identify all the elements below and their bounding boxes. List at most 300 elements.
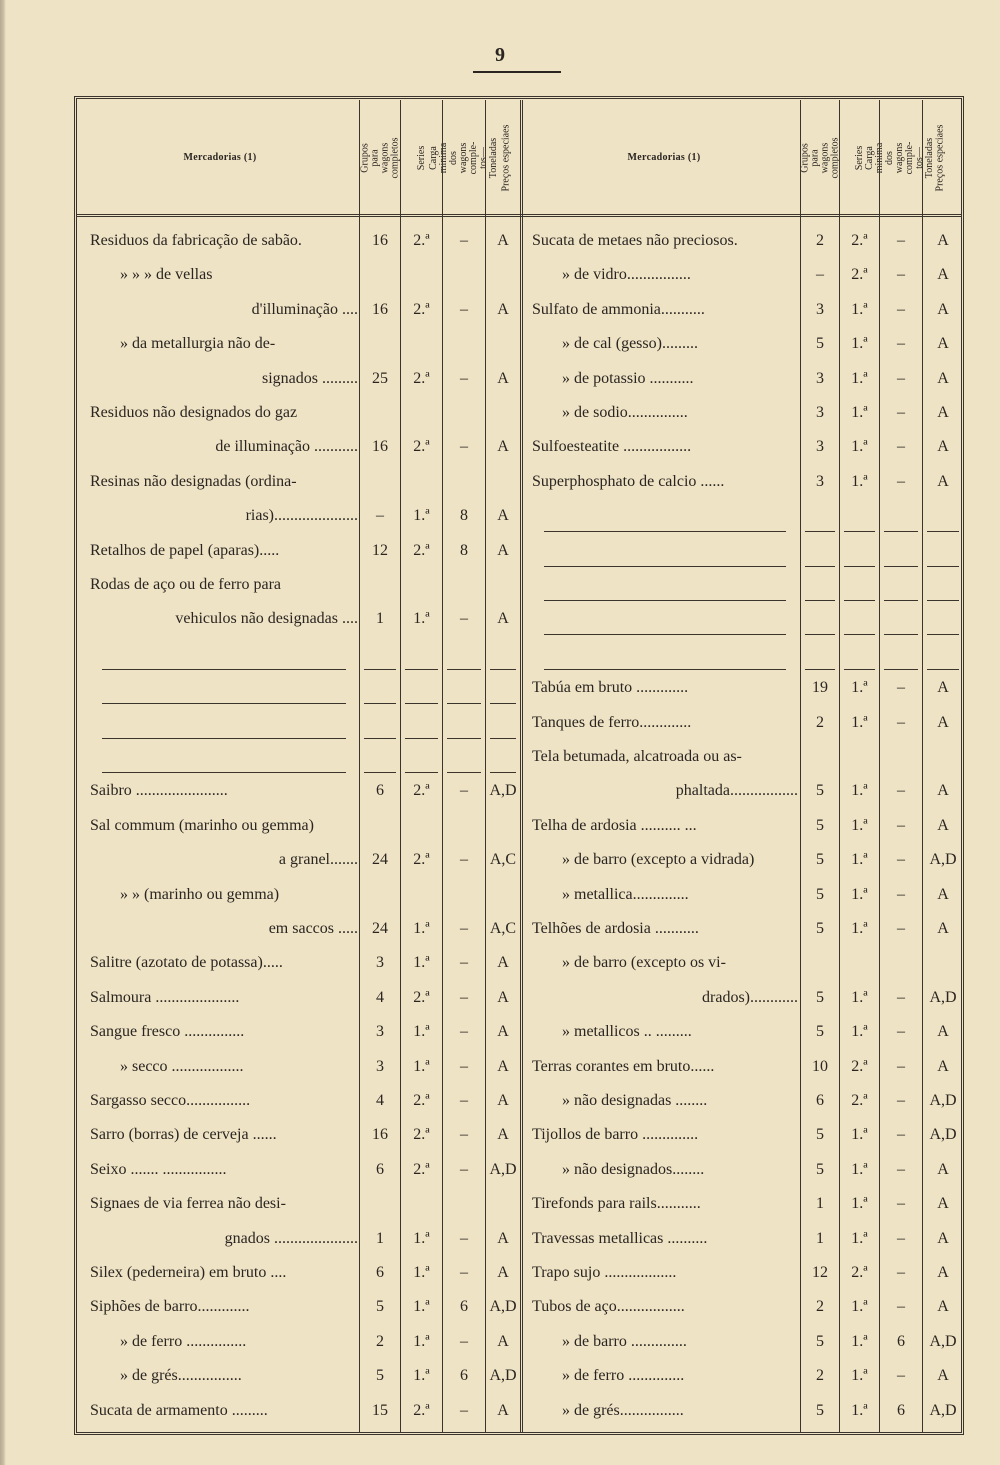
group-value: 5 — [816, 851, 824, 869]
blank-rule — [844, 634, 875, 635]
commodity-name: Sal commum (marinho ou gemma) — [90, 816, 314, 834]
series-value: 1.ª — [851, 1023, 868, 1041]
series-value: 2.ª — [413, 1401, 430, 1419]
series-value: 1.ª — [413, 1264, 430, 1281]
commodity-name: » de grés................ — [562, 1401, 684, 1419]
right-table-row — [532, 1153, 963, 1187]
group-value: 4 — [376, 1092, 384, 1109]
blank-rule — [544, 531, 786, 532]
right-table-row — [532, 1256, 963, 1290]
right-table-row — [532, 946, 963, 980]
min-load-value — [443, 878, 485, 912]
series-value — [401, 878, 442, 912]
min-load-value: 8 — [460, 507, 468, 525]
special-price-value — [486, 396, 520, 430]
group-value: 3 — [816, 438, 824, 456]
special-price-value: A,D — [929, 851, 957, 869]
group-value: 5 — [816, 1126, 824, 1144]
blank-rule — [884, 531, 918, 532]
right-table-row — [532, 1394, 963, 1428]
group-value: 6 — [816, 1092, 824, 1109]
left-table-row — [90, 1256, 520, 1290]
special-price-value — [486, 258, 520, 292]
special-price-value: A — [937, 335, 949, 353]
right-table-row — [532, 981, 963, 1015]
commodity-name: Terras corantes em bruto...... — [532, 1057, 715, 1075]
min-load-value: – — [460, 1264, 468, 1281]
group-value: 3 — [376, 1023, 384, 1041]
min-load-value: – — [897, 472, 905, 490]
min-load-value: – — [460, 610, 468, 628]
special-price-value: A — [497, 1229, 509, 1247]
right-table-row — [532, 534, 963, 568]
min-load-value: – — [460, 300, 468, 318]
group-value: 1 — [816, 1229, 824, 1247]
special-price-value: A — [937, 679, 949, 697]
left-table-row — [90, 258, 520, 292]
right-table-row — [532, 465, 963, 499]
commodity-name: Seixo ....... ................ — [90, 1160, 227, 1178]
commodity-name: Saibro ....................... — [90, 782, 228, 800]
group-value: 6 — [376, 1160, 384, 1178]
special-price-value: A,D — [489, 782, 517, 800]
min-load-value: 6 — [460, 1298, 468, 1316]
blank-rule — [447, 703, 481, 704]
series-value: 2.ª — [851, 266, 868, 284]
min-load-value: – — [897, 1057, 905, 1075]
commodity-name: » de vidro................ — [562, 266, 691, 284]
commodity-name: Tubos de aço................. — [532, 1298, 685, 1316]
binding-edge — [0, 0, 6, 1465]
series-value — [401, 465, 442, 499]
commodity-name: » de sodio............... — [562, 404, 688, 421]
header-grupos-right: Grupos para wagons completos — [800, 137, 842, 179]
group-value: 2 — [816, 232, 824, 249]
left-table-row — [90, 362, 520, 396]
blank-rule — [805, 600, 835, 601]
group-value: – — [376, 507, 384, 525]
blank-rule — [490, 669, 516, 670]
group-value: 2 — [376, 1332, 384, 1350]
left-table-row — [90, 706, 520, 740]
special-price-value: A — [497, 1092, 509, 1109]
group-value — [360, 1187, 400, 1221]
commodity-name: de illuminação ........... — [215, 438, 358, 456]
series-value: 1.ª — [851, 300, 868, 318]
min-load-value: – — [897, 1126, 905, 1144]
min-load-value: – — [460, 232, 468, 249]
group-value: 5 — [816, 988, 824, 1006]
blank-rule — [844, 600, 875, 601]
special-price-value — [486, 327, 520, 361]
min-load-value: – — [897, 988, 905, 1006]
group-value: 3 — [816, 404, 824, 421]
group-value: 5 — [816, 1332, 824, 1350]
right-table-row — [532, 327, 963, 361]
group-value: 5 — [376, 1367, 384, 1385]
left-table-row — [90, 981, 520, 1015]
commodity-name: Sangue fresco ............... — [90, 1023, 245, 1041]
group-value: 1 — [376, 610, 384, 628]
group-value: 3 — [816, 369, 824, 387]
left-table-row — [90, 1290, 520, 1324]
min-load-value: – — [897, 851, 905, 869]
blank-rule — [405, 669, 438, 670]
min-load-value: – — [460, 1057, 468, 1075]
special-price-value: A — [497, 954, 509, 972]
header-mercadorias-right: Mercadorias (1) — [627, 152, 701, 163]
min-load-value: – — [460, 851, 468, 869]
group-value: 5 — [816, 782, 824, 800]
blank-rule — [844, 566, 875, 567]
special-price-value: A — [497, 232, 509, 249]
group-value: 3 — [376, 1057, 384, 1075]
min-load-value: – — [460, 1332, 468, 1350]
series-value: 1.ª — [413, 1023, 430, 1041]
commodity-name: » de grés................ — [120, 1367, 242, 1385]
blank-rule — [364, 703, 396, 704]
min-load-value: – — [460, 438, 468, 456]
group-value: 16 — [372, 1126, 388, 1144]
min-load-value — [880, 740, 922, 774]
special-price-value: A — [937, 232, 949, 249]
blank-rule — [544, 669, 786, 670]
special-price-value: A — [497, 1057, 509, 1075]
group-value: 5 — [376, 1298, 384, 1316]
series-value: 2.ª — [851, 1057, 868, 1075]
header-series-right: Series — [853, 145, 865, 171]
special-price-value: A,D — [489, 1298, 517, 1316]
commodity-name: Siphões de barro............. — [90, 1298, 250, 1316]
series-value: 1.ª — [413, 1332, 430, 1350]
blank-rule — [805, 566, 835, 567]
left-table-row — [90, 568, 520, 602]
header-mercadorias-left: Mercadorias (1) — [183, 152, 257, 163]
min-load-value: – — [897, 1229, 905, 1247]
min-load-value: – — [460, 1229, 468, 1247]
right-table-row — [532, 362, 963, 396]
special-price-value: A,D — [929, 1092, 957, 1109]
right-table-row — [532, 809, 963, 843]
min-load-value: – — [897, 1023, 905, 1041]
special-price-value: A — [497, 1332, 509, 1350]
series-value: 1.ª — [851, 335, 868, 353]
commodity-name: » » » de vellas — [120, 266, 213, 284]
blank-rule — [544, 566, 786, 567]
special-price-value: A — [937, 1160, 949, 1178]
group-value: 12 — [812, 1264, 828, 1281]
commodity-name: » de potassio ........... — [562, 369, 694, 387]
series-value: 2.ª — [413, 369, 430, 387]
group-value: 3 — [816, 300, 824, 318]
commodity-name: Rodas de aço ou de ferro para — [90, 576, 282, 593]
series-value: 1.ª — [851, 851, 868, 869]
header-precos-left: Preços especiaes — [500, 124, 512, 192]
blank-rule — [927, 634, 959, 635]
group-value: 16 — [372, 438, 388, 456]
series-value — [840, 740, 879, 774]
special-price-value: A — [937, 1264, 949, 1281]
group-value: 2 — [816, 1298, 824, 1316]
special-price-value: A — [497, 507, 509, 525]
right-table-row — [532, 1187, 963, 1221]
special-price-value: A — [937, 438, 949, 456]
min-load-value: – — [460, 988, 468, 1006]
series-value: 1.ª — [413, 1367, 430, 1385]
special-price-value: A — [497, 541, 509, 559]
series-value: 1.ª — [851, 1367, 868, 1385]
special-price-value — [486, 809, 520, 843]
series-value: 2.ª — [413, 438, 430, 456]
special-price-value: A — [937, 1229, 949, 1247]
right-table-row — [532, 671, 963, 705]
right-table-row — [532, 396, 963, 430]
group-value — [360, 465, 400, 499]
right-table-row — [532, 912, 963, 946]
commodity-name: vehiculos não designadas .... — [175, 610, 358, 628]
commodity-name: » de barro .............. — [562, 1332, 687, 1350]
special-price-value: A — [937, 1367, 949, 1385]
special-price-value: A — [937, 1298, 949, 1316]
min-load-value: 8 — [460, 541, 468, 559]
commodity-name: Tabúa em bruto ............. — [532, 679, 689, 697]
series-value: 2.ª — [413, 851, 430, 869]
column-divider-center — [520, 100, 523, 1432]
group-value: 16 — [372, 300, 388, 318]
min-load-value: – — [897, 438, 905, 456]
left-table-row — [90, 843, 520, 877]
blank-rule — [447, 772, 481, 773]
group-value: 2 — [816, 713, 824, 731]
special-price-value: A — [937, 1195, 949, 1213]
series-value: 2.ª — [851, 232, 868, 249]
group-value — [360, 396, 400, 430]
commodity-name: Travessas metallicas .......... — [532, 1229, 708, 1247]
left-table-row — [90, 1050, 520, 1084]
group-value — [360, 327, 400, 361]
series-value: 1.ª — [851, 713, 868, 731]
series-value: 1.ª — [851, 920, 868, 937]
special-price-value: A,D — [489, 1160, 517, 1178]
left-table-row — [90, 912, 520, 946]
commodity-name: Silex (pederneira) em bruto .... — [90, 1264, 287, 1281]
commodity-name: phaltada................. — [675, 782, 798, 800]
series-value: 1.ª — [851, 404, 868, 421]
special-price-value: A — [937, 266, 949, 284]
group-value: 5 — [816, 816, 824, 834]
left-table-row — [90, 1153, 520, 1187]
commodity-name: Residuos da fabricação de sabão. — [90, 232, 302, 249]
min-load-value: – — [460, 1126, 468, 1144]
special-price-value: A — [937, 920, 949, 937]
min-load-value — [443, 809, 485, 843]
special-price-value: A,C — [489, 851, 517, 869]
left-table-row — [90, 293, 520, 327]
right-table-row — [532, 1084, 963, 1118]
group-value: 2 — [816, 1367, 824, 1385]
blank-rule — [884, 634, 918, 635]
commodity-name: Telhões de ardosia ........... — [532, 920, 699, 937]
left-table-row — [90, 430, 520, 464]
left-table-row — [90, 499, 520, 533]
group-value: 6 — [376, 1264, 384, 1281]
min-load-value: – — [897, 1160, 905, 1178]
group-value: 5 — [816, 1160, 824, 1178]
blank-rule — [927, 531, 959, 532]
group-value — [360, 568, 400, 602]
min-load-value: – — [897, 1264, 905, 1281]
commodity-name: » metallica.............. — [562, 885, 689, 903]
group-value: 16 — [372, 232, 388, 249]
commodity-name: Retalhos de papel (aparas)..... — [90, 541, 280, 559]
left-table-row — [90, 1394, 520, 1428]
left-table-row — [90, 602, 520, 636]
special-price-value: A — [497, 1401, 509, 1419]
header-grupos-left: Grupos para wagons completos — [360, 137, 402, 179]
blank-rule — [405, 772, 438, 773]
series-value: 1.ª — [851, 679, 868, 697]
commodity-name: » não designadas ........ — [562, 1092, 708, 1109]
min-load-value: – — [897, 232, 905, 249]
group-value: 12 — [372, 541, 388, 559]
commodity-name: » não designados........ — [562, 1160, 705, 1178]
commodity-name: Sucata de armamento ......... — [90, 1401, 268, 1419]
min-load-value: – — [460, 369, 468, 387]
commodity-name: Salmoura ..................... — [90, 988, 240, 1006]
right-table-row — [532, 1325, 963, 1359]
group-value: 5 — [816, 335, 824, 353]
group-value — [360, 809, 400, 843]
left-table-row — [90, 1187, 520, 1221]
min-load-value: – — [460, 954, 468, 972]
group-value: 5 — [816, 1401, 824, 1419]
group-value: 5 — [816, 920, 824, 937]
blank-rule — [102, 772, 346, 773]
min-load-value: 6 — [897, 1332, 905, 1350]
min-load-value: – — [897, 404, 905, 421]
series-value — [401, 568, 442, 602]
min-load-value: – — [897, 816, 905, 834]
right-table-row — [532, 1015, 963, 1049]
special-price-value: A — [937, 369, 949, 387]
series-value: 2.ª — [413, 988, 430, 1006]
blank-rule — [405, 703, 438, 704]
min-load-value: – — [897, 1298, 905, 1316]
commodity-name: Sulfato de ammonia........... — [532, 300, 705, 318]
left-table-row — [90, 327, 520, 361]
series-value: 1.ª — [413, 954, 430, 972]
min-load-value: 6 — [897, 1401, 905, 1419]
commodity-name: Telha de ardosia .......... ... — [532, 816, 697, 834]
group-value: 1 — [816, 1195, 824, 1213]
min-load-value: – — [897, 713, 905, 731]
group-value: 3 — [376, 954, 384, 972]
series-value — [401, 396, 442, 430]
right-table-row — [532, 1050, 963, 1084]
right-table-row — [532, 1359, 963, 1393]
blank-rule — [805, 531, 835, 532]
min-load-value: – — [460, 1401, 468, 1419]
group-value — [360, 258, 400, 292]
right-table-row — [532, 637, 963, 671]
commodity-name: Sulfoesteatite ................. — [532, 438, 692, 456]
series-value: 1.ª — [851, 438, 868, 456]
commodity-name: » de ferro ............... — [120, 1332, 247, 1350]
commodity-name: » de ferro .............. — [562, 1367, 685, 1385]
min-load-value: – — [460, 1023, 468, 1041]
blank-rule — [447, 738, 481, 739]
min-load-value: – — [897, 1092, 905, 1109]
right-table-row — [532, 1290, 963, 1324]
min-load-value: – — [897, 1367, 905, 1385]
group-value — [360, 878, 400, 912]
series-value: 1.ª — [851, 1229, 868, 1247]
series-value: 1.ª — [851, 1126, 868, 1144]
commodity-name: » de barro (excepto os vi- — [562, 954, 726, 972]
series-value: 2.ª — [413, 300, 430, 318]
page-number-rule — [473, 71, 561, 73]
blank-rule — [884, 600, 918, 601]
right-table-row — [532, 1118, 963, 1152]
min-load-value: – — [897, 369, 905, 387]
commodity-name: Sucata de metaes não preciosos. — [532, 232, 738, 249]
special-price-value — [486, 878, 520, 912]
blank-rule — [927, 566, 959, 567]
blank-rule — [805, 669, 835, 670]
commodity-name: Tirefonds para rails........... — [532, 1195, 701, 1213]
special-price-value — [486, 465, 520, 499]
series-value: 1.ª — [413, 1229, 430, 1247]
special-price-value: A,D — [929, 988, 957, 1006]
header-series-left: Series — [415, 145, 427, 171]
right-table-row — [532, 1222, 963, 1256]
series-value: 2.ª — [413, 782, 430, 800]
page-number: 9 — [495, 44, 505, 66]
special-price-value: A — [937, 404, 949, 421]
min-load-value: – — [897, 885, 905, 903]
special-price-value: A — [497, 1126, 509, 1144]
blank-rule — [844, 531, 875, 532]
left-table-row — [90, 1118, 520, 1152]
group-value: 6 — [376, 782, 384, 800]
min-load-value — [443, 327, 485, 361]
min-load-value: – — [897, 1195, 905, 1213]
commodity-name: Sargasso secco................ — [90, 1092, 251, 1109]
series-value: 2.ª — [851, 1264, 868, 1281]
series-value: 1.ª — [851, 1298, 868, 1316]
blank-rule — [544, 600, 786, 601]
special-price-value: A,D — [929, 1332, 957, 1350]
right-table-row — [532, 706, 963, 740]
series-value: 1.ª — [851, 472, 868, 490]
series-value: 1.ª — [413, 610, 430, 628]
commodity-name: Tela betumada, alcatroada ou as- — [532, 748, 742, 765]
series-value: 1.ª — [851, 1160, 868, 1178]
special-price-value: A — [497, 438, 509, 456]
special-price-value: A,D — [929, 1126, 957, 1144]
series-value — [401, 327, 442, 361]
series-value — [401, 1187, 442, 1221]
right-table-row — [532, 224, 963, 258]
left-table-row — [90, 534, 520, 568]
special-price-value — [486, 568, 520, 602]
group-value: 15 — [372, 1401, 388, 1419]
left-table-row — [90, 774, 520, 808]
right-table-row — [532, 740, 963, 774]
commodity-name: Superphosphato de calcio ...... — [532, 472, 725, 490]
left-table-row — [90, 1084, 520, 1118]
min-load-value — [443, 1187, 485, 1221]
